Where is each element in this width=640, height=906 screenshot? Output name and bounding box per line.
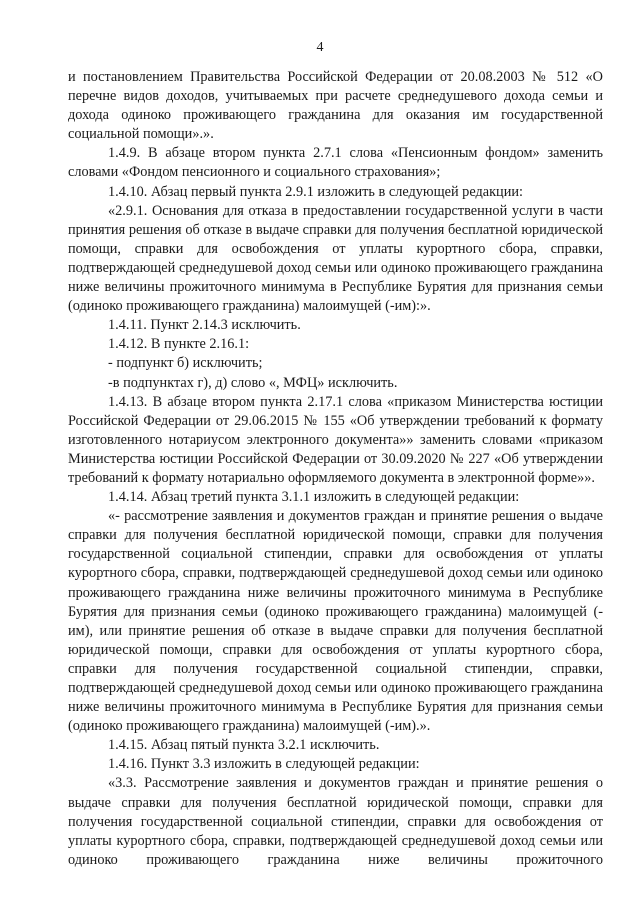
paragraph: 1.4.15. Абзац пятый пункта 3.2.1 исключить.: [108, 737, 380, 754]
paragraph: 1.4.13. В абзаце втором пункта 2.17.1 слова «приказом Министерства юстиции Российской Федерации от 29.06.2015 № 155 «Об утверждении требований к формату изготовленного нотариусом электронного документа»» заменить словами «приказом Министерства юстиции Российской Федерации от 30.09.2020 № 227 «Об утверждении требований к формату нотариально оформляемого документа в электронной форме»».: [68, 393, 603, 486]
paragraph: 1.4.9. В абзаце втором пункта 2.7.1 слова «Пенсионным фондом» заменить словами «Фондом пенсионного и социального страхования»;: [68, 145, 603, 181]
paragraph: 1.4.10. Абзац первый пункта 2.9.1 изложить в следующей редакции:: [108, 183, 523, 200]
page-number: 4: [316, 40, 324, 55]
paragraph: 1.4.14. Абзац третий пункта 3.1.1 изложить в следующей редакции:: [108, 489, 520, 506]
paragraph: 1.4.12. В пункте 2.16.1:: [108, 336, 250, 353]
paragraph: -в подпунктах г), д) слово «, МФЦ» исключить.: [108, 374, 398, 391]
paragraph: - подпункт б) исключить;: [108, 355, 263, 372]
paragraph: «- рассмотрение заявления и документов граждан и принятие решения о выдаче справки для получения бесплатной юридической помощи, справки для получения государственной социальной стипендии, справки для освобождения от уплаты курортного сбора, справки, подтверждающей среднедушевой доход семьи или одиноко проживающего гражданина ниже величины прожиточного минимума в Республике Бурятия для признания семьи (одиноко проживающего гражданина) малоимущей (-им), или принятие решения об отказе в выдаче справки для получения бесплатной юридической помощи, справки для освобождения от уплаты курортного сбора, справки для получения государственной социальной стипендии, справки, подтверждающей среднедушевой доход семьи или одиноко проживающего гражданина ниже величины прожиточного минимума в Республике Бурятия для признания семьи (одиноко проживающего гражданина) малоимущей (-им).».: [68, 508, 603, 735]
paragraph: «3.3. Рассмотрение заявления и документов граждан и принятие решения о выдаче справки для получения бесплатной юридической помощи, справки для получения государственной социальной стипендии, справки для освобождения от уплаты курортного сбора, справки, подтверждающей среднедушевой доход семьи или одиноко проживающего гражданина ниже величины прожиточного: [68, 775, 603, 868]
document-body: [68, 68, 603, 870]
paragraph: «2.9.1. Основания для отказа в предоставлении государственной услуги в части принятия решения об отказе в выдаче справки для получения бесплатной юридической помощи, справки для освобождения от уплаты курортного сбора, справки, подтверждающей среднедушевой доход семьи или одиноко проживающего гражданина ниже величины прожиточного минимума в Республике Бурятия для признания семьи (одиноко проживающего гражданина) малоимущей (-им):».: [68, 202, 603, 315]
paragraph: и постановлением Правительства Российской Федерации от 20.08.2003 № 512 «О перечне видов доходов, учитываемых при расчете среднедушевого дохода семьи и дохода одиноко проживающего гражданина для оказания им государственной социальной помощи».».: [68, 69, 603, 143]
paragraph: 1.4.11. Пункт 2.14.3 исключить.: [108, 317, 301, 334]
paragraph: 1.4.16. Пункт 3.3 изложить в следующей редакции:: [108, 756, 420, 773]
